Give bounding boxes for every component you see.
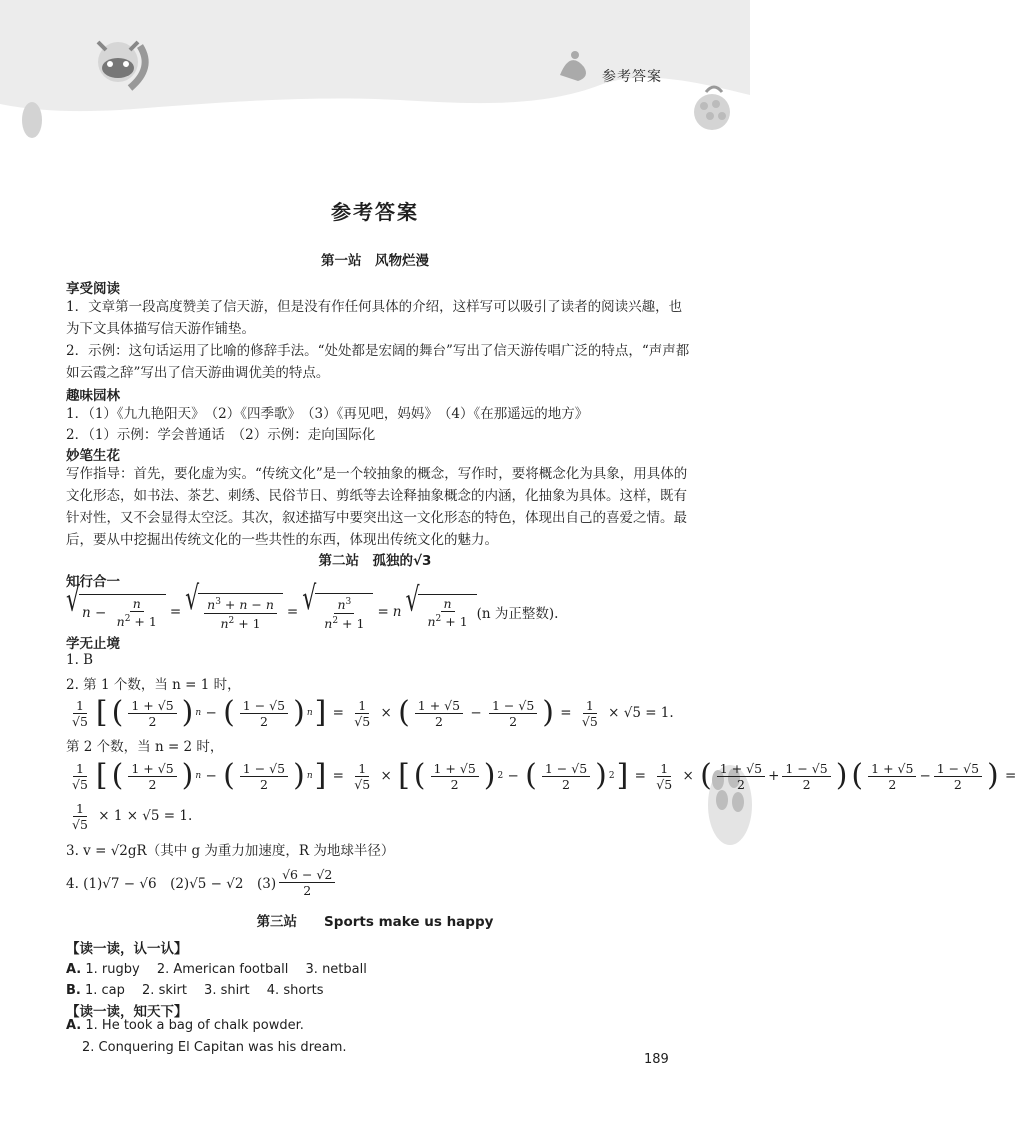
answer-line: 1. B xyxy=(66,652,94,668)
answer-line: 1．（1）《九九艳阳天》 （2）《四季歌》 （3）《再见吧，妈妈》 （4）《在那遥远的地方》 xyxy=(66,406,589,422)
answer-row xyxy=(66,1018,304,1033)
station-2-title: 第二站 孤独的√3 xyxy=(318,553,432,569)
section-heading: 知行合一 xyxy=(66,574,120,590)
answer-row: 2. Conquering El Capitan was his dream. xyxy=(82,1040,347,1055)
equation-1: √ n − $\frac{n}{n^2 + 1}$ = √ $\frac{n^3 + n - n}{n^2 + 1}$ = √ $\frac{n^3}{n^2 + 1}$ = n √ $\frac{n}{n^2 + 1}$ (n 为正整数). xyxy=(66,581,559,631)
row-prefix: B. xyxy=(66,983,81,998)
page-title: 参考答案 xyxy=(331,200,419,224)
equation-3-cont: $\frac{1}{√5}$ × 1 × √5 = 1. xyxy=(72,800,193,832)
row-prefix: A. xyxy=(66,962,82,977)
equation-2: $\frac{1}{√5}$ [ ( $\frac{1 + √5}{2}$ ) n − ( $\frac{1 - √5}{2}$ ) n ] = $\frac{1}{√5}$ × ( $\frac{1 + √5}{2}$ − $\frac{1 - √5}{2}$ ) = $\frac{1}{√5}$ × √5 = 1. xyxy=(72,695,674,730)
section-heading: 【读一读，知天下】 xyxy=(66,1004,188,1020)
answer-line: 2. 第 1 个数，当 n = 1 时， xyxy=(66,677,241,693)
answer-line: 第 2 个数，当 n = 2 时， xyxy=(66,739,224,755)
answer-4-numerator: √6 − √2 xyxy=(279,867,335,883)
equation-3: $\frac{1}{√5}$ [ ( $\frac{1 + √5}{2}$ ) n − ( $\frac{1 - √5}{2}$ ) n ] = $\frac{1}{√5}$ × [ ( $\frac{1 + √5}{2}$ ) 2 − ( $\frac{1 - √5}{2}$ ) 2 ] = $\frac{1}{√5}$ × ( $\frac{1 + √5}{2}$ + $\frac{1 - √5}{2}$ ) ( $\frac{1 + √5}{2}$ − $\frac{1 - √5}{2}$ ) = xyxy=(72,758,1016,793)
section-heading: 享受阅读 xyxy=(66,281,120,297)
row-content: 1. cap 2. skirt 3. shirt 4. shorts xyxy=(85,983,324,998)
section-heading: 【读一读，认一认】 xyxy=(66,941,188,957)
answer-4-label: 4. (1)√7 − √6 (2)√5 − √2 (3) xyxy=(66,876,277,892)
row-content: 1. He took a bag of chalk powder. xyxy=(85,1018,304,1033)
answer-row xyxy=(66,958,367,977)
section-heading: 学无止境 xyxy=(66,636,120,652)
section-heading: 妙笔生花 xyxy=(66,448,120,464)
row-content: 1. rugby 2. American football 3. netball xyxy=(85,962,367,977)
row-prefix: A. xyxy=(66,1018,82,1033)
answer-paragraph: 写作指导：首先，要化虚为实。“传统文化”是一个较抽象的概念，写作时，要将概念化为具象，用具体的文化形态，如书法、茶艺、刺绣、民俗节日、剪纸等去诠释抽象概念的内涵，化抽象为具体。这样，既有针对性，又不会显得太空泛。其次，叙述描写中要突出这一文化形态的特色，体现出自己的喜爱之情。最后，要从中挖掘出传统文化的一些共性的东西，体现出传统文化的魅力。 xyxy=(66,466,688,548)
answer-paragraph: 1．文章第一段高度赞美了信天游，但是没有作任何具体的介绍，这样写可以吸引了读者的阅读兴趣，也为下文具体描写信天游作铺垫。 xyxy=(66,299,683,337)
station-1-title: 第一站 风物烂漫 xyxy=(321,253,429,269)
berry-illustration xyxy=(694,87,730,130)
station-3-title: 第三站 Sports make us happy xyxy=(256,914,494,930)
page-number: 189 xyxy=(644,1052,669,1067)
answer-line: 3. v = √2gR（其中 g 为重力加速度，R 为地球半径） xyxy=(66,843,395,859)
answer-line-4 xyxy=(66,862,338,902)
section-heading: 趣味园林 xyxy=(66,388,120,404)
plant-illustration xyxy=(22,102,42,138)
answer-line: 2．（1）示例：学会普通话 （2）示例：走向国际化 xyxy=(66,427,376,443)
equation-note: (n 为正整数). xyxy=(476,606,559,622)
header-label: 参考答案 xyxy=(602,69,662,85)
answer-paragraph: 2．示例：这句话运用了比喻的修辞手法。“处处都是宏阔的舞台”写出了信天游传唱广泛的特点，“声声都如云霞之辞”写出了信天游曲调优美的特点。 xyxy=(66,343,690,381)
answer-row xyxy=(66,979,324,998)
answer-4-denominator: 2 xyxy=(303,882,312,898)
